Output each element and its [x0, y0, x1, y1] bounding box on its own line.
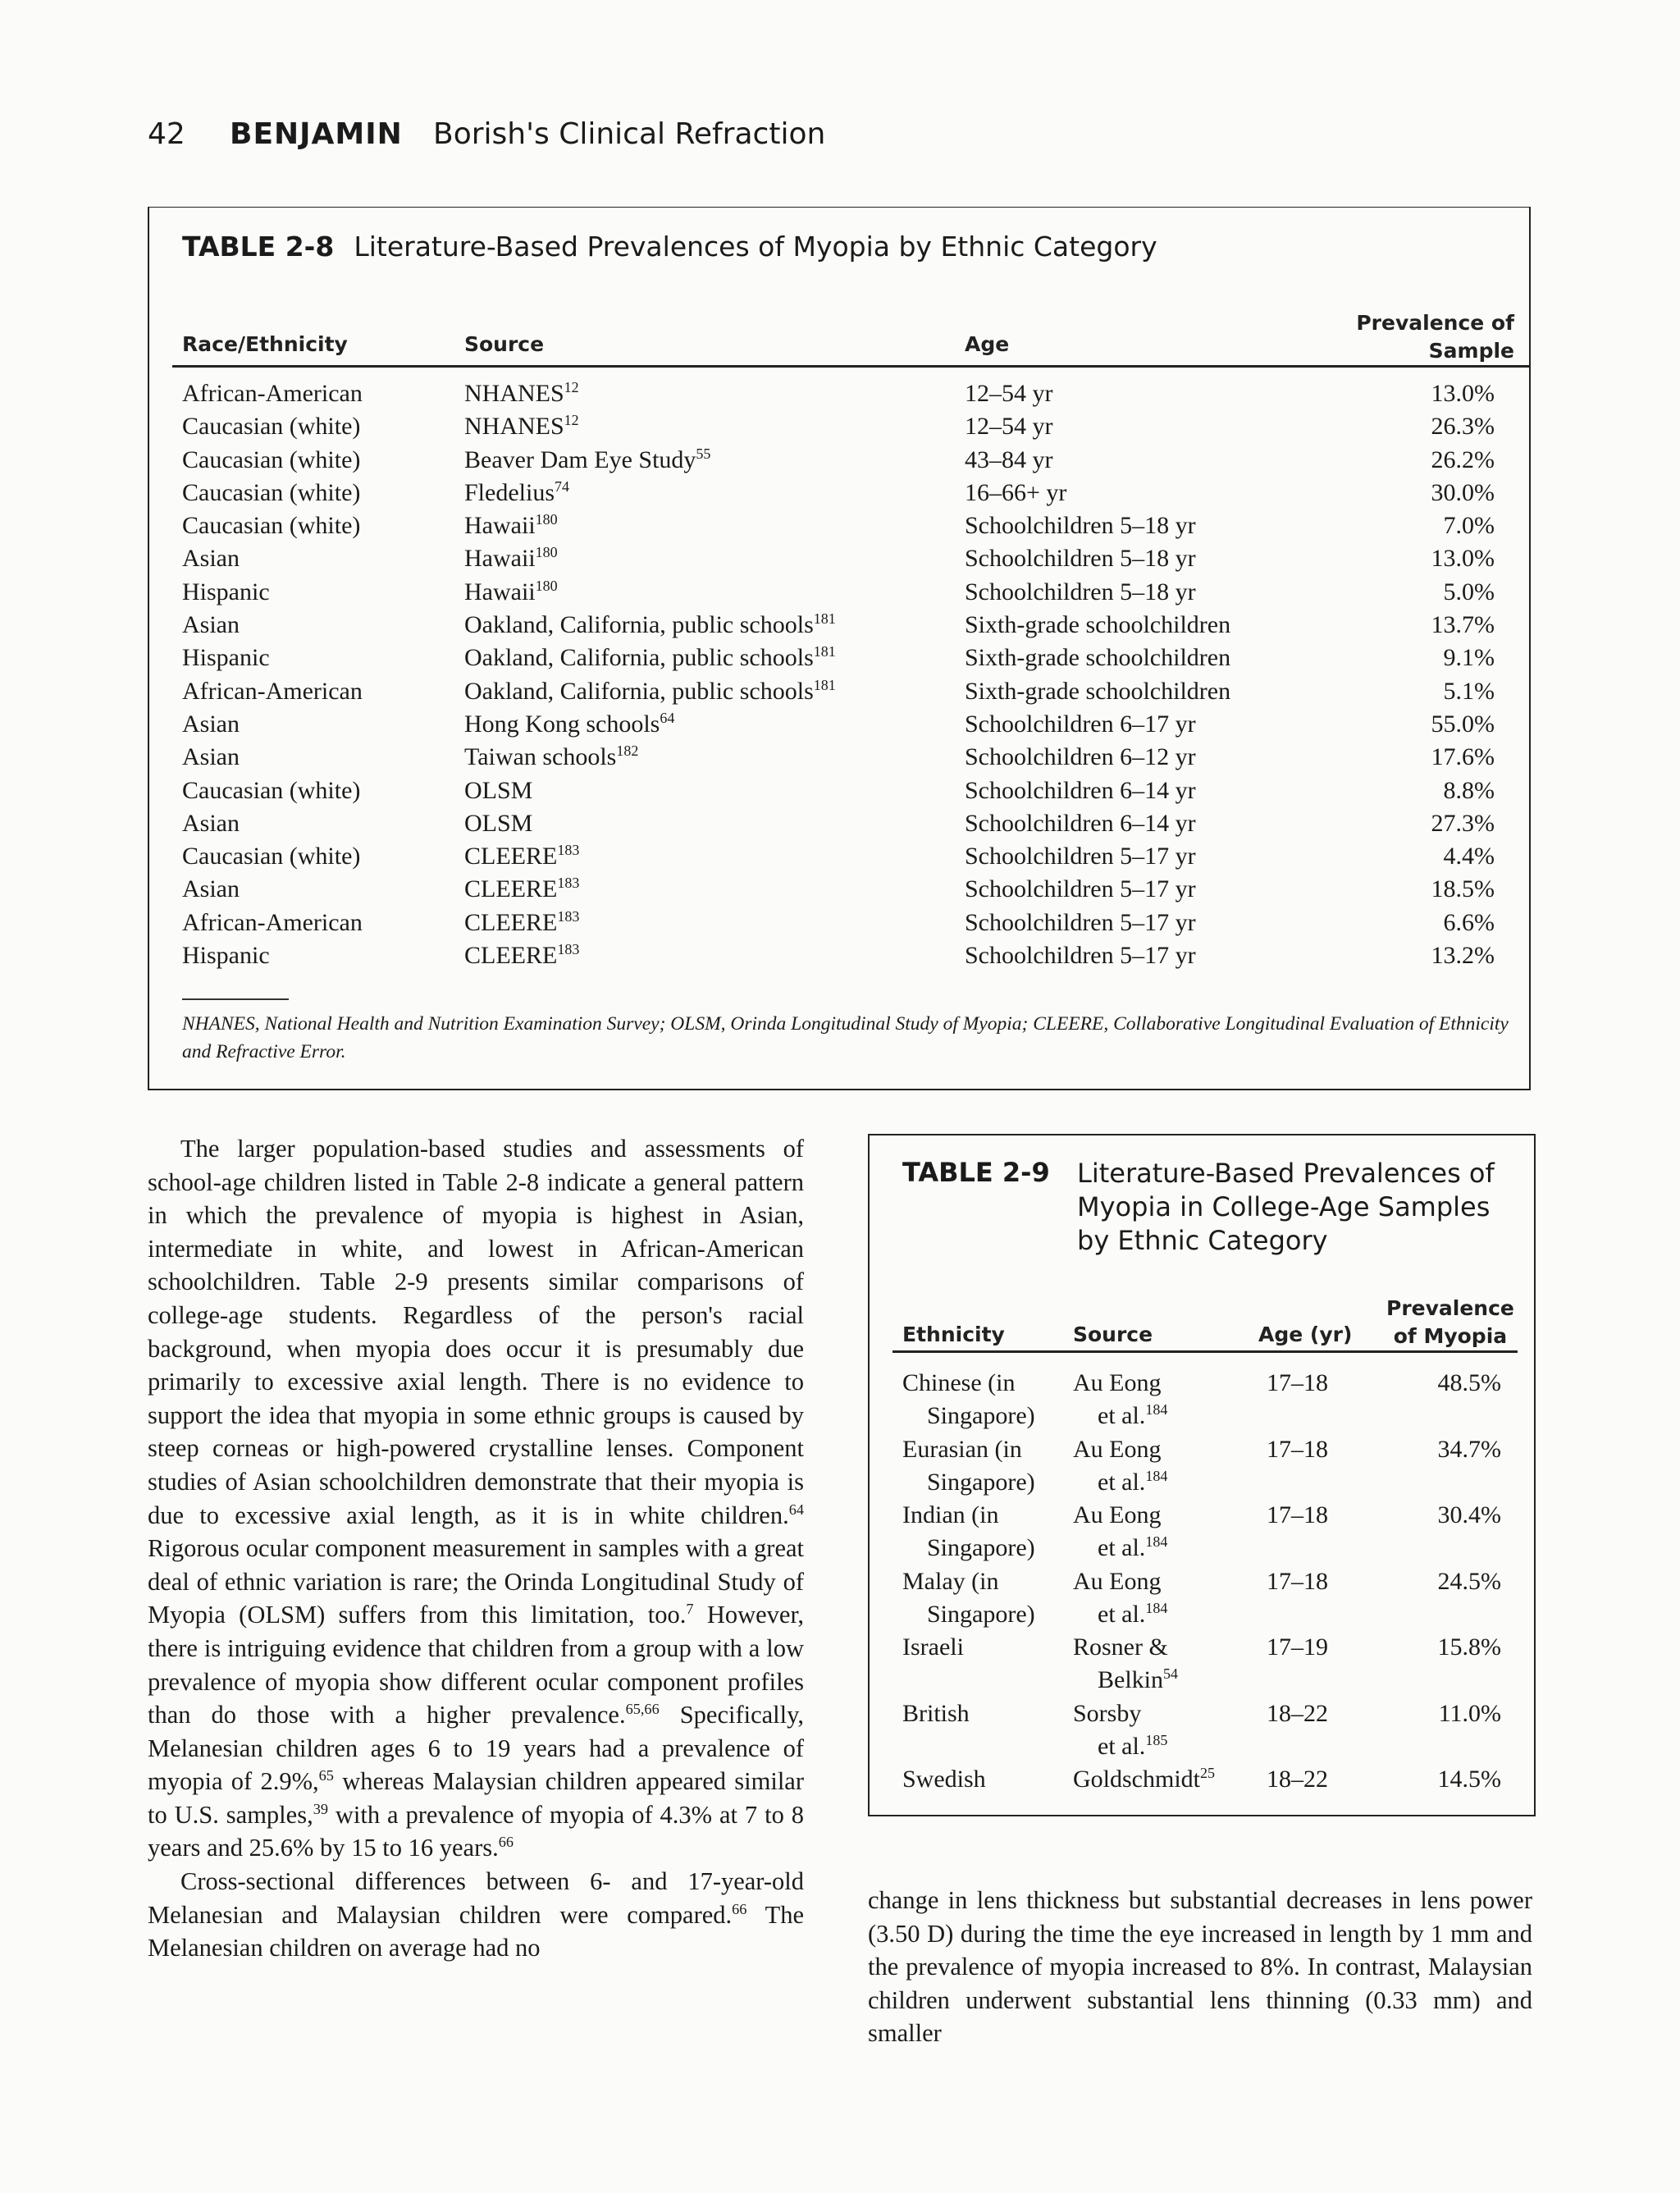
table-row	[182, 843, 1511, 875]
cell-age: 17–18	[1267, 1435, 1328, 1463]
table-row	[182, 578, 1511, 611]
cell-prevalence: 4.4%	[1443, 843, 1495, 870]
cell-source: Au Eong et al.$^{184}$	[1073, 1435, 1168, 1496]
table-row	[182, 545, 1511, 578]
cell-source: Goldschmidt$^{25}$	[1073, 1765, 1215, 1793]
cell-prevalence: 5.0%	[1443, 578, 1495, 605]
table-row	[902, 1697, 1518, 1764]
cell-source: NHANES$^{12}$	[464, 412, 579, 441]
cell-prevalence: 26.2%	[1431, 445, 1495, 473]
cell-source: Au Eong et al.$^{184}$	[1073, 1501, 1168, 1561]
header-prevalence	[1356, 309, 1514, 365]
table-2-9-header-rule	[892, 1350, 1518, 1353]
cell-prevalence: 8.8%	[1443, 776, 1495, 804]
cell-source: NHANES$^{12}$	[464, 379, 579, 407]
table-row	[182, 678, 1511, 710]
table-2-9-label: TABLE 2-9	[902, 1157, 1050, 1188]
cell-source: Fledelius$^{74}$	[464, 477, 569, 506]
cell-race: African-American	[182, 677, 363, 705]
cell-age: Sixth-grade schoolchildren	[965, 644, 1231, 672]
cell-source: Rosner & Belkin$^{54}$	[1073, 1633, 1178, 1693]
cell-age: Schoolchildren 6–12 yr	[965, 743, 1196, 771]
cell-source: Oakland, California, public schools$^{181}$	[464, 676, 836, 705]
body-left-column	[148, 1132, 804, 1965]
cell-prevalence: 6.6%	[1443, 908, 1495, 936]
table-2-8-caption: Literature-Based Prevalences of Myopia by Ethnic Category	[354, 231, 1157, 263]
cell-prevalence: 17.6%	[1431, 743, 1495, 771]
cell-age: Schoolchildren 5–18 yr	[965, 578, 1196, 605]
cell-race: Hispanic	[182, 942, 270, 970]
cell-race: African-American	[182, 908, 363, 936]
table-row	[902, 1499, 1518, 1565]
cell-source: Hawaii$^{180}$	[464, 577, 558, 605]
table-2-8-title	[182, 231, 1157, 263]
table-row	[182, 942, 1511, 975]
cell-prevalence: 11.0%	[1438, 1699, 1501, 1727]
header-prevalence-line1: Prevalence	[1386, 1296, 1514, 1320]
cell-race: Asian	[182, 545, 240, 573]
header-source: Source	[464, 332, 545, 356]
cell-race: African-American	[182, 380, 363, 407]
table-row	[902, 1367, 1518, 1433]
cell-source: Oakland, California, public schools$^{181}$	[464, 610, 836, 639]
cell-age: Schoolchildren 5–18 yr	[965, 545, 1196, 573]
cell-prevalence: 18.5%	[1431, 875, 1495, 903]
table-2-8-header-rule	[172, 365, 1529, 368]
cell-race: Asian	[182, 710, 240, 738]
cell-age: Schoolchildren 5–17 yr	[965, 942, 1196, 970]
cell-race: Caucasian (white)	[182, 413, 361, 441]
table-row	[182, 512, 1511, 545]
cell-source: OLSM	[464, 809, 533, 837]
cell-prevalence: 30.0%	[1431, 478, 1495, 506]
header-prevalence	[1386, 1295, 1514, 1350]
cell-source: Au Eong et al.$^{184}$	[1073, 1567, 1168, 1628]
cell-source: Au Eong et al.$^{184}$	[1073, 1369, 1168, 1429]
cell-race: Hispanic	[182, 644, 270, 672]
header-race: Race/Ethnicity	[182, 332, 348, 356]
cell-age: Sixth-grade schoolchildren	[965, 677, 1231, 705]
cell-ethnicity: Eurasian (in Singapore)	[902, 1435, 1035, 1496]
table-row	[182, 446, 1511, 479]
table-2-8-body	[182, 380, 1511, 975]
table-2-8-label: TABLE 2-8	[182, 231, 335, 263]
cell-race: Caucasian (white)	[182, 512, 361, 540]
cell-age: 17–18	[1267, 1369, 1328, 1396]
table-row	[182, 644, 1511, 677]
paragraph: change in lens thickness but substantial decreases in lens power (3.50 D) during the time the eye increased in length by 1 mm and the prevalence of myopia increased to 8%. In contrast, Malaysian children underwent substantial lens thinning (0.33 mm) and smaller	[868, 1886, 1532, 2048]
cell-race: Caucasian (white)	[182, 445, 361, 473]
header-ethnicity: Ethnicity	[902, 1323, 1005, 1346]
header-prevalence-line2: of Myopia	[1393, 1324, 1508, 1348]
page-number: 42	[148, 117, 185, 151]
table-2-8	[148, 207, 1531, 1090]
table-2-8-footnote: NHANES, National Health and Nutrition Examination Survey; OLSM, Orinda Longitudinal Study of Myopia; CLEERE, Collaborative Longitudinal Evaluation of Ethnicity and Refractive Error.	[182, 1013, 1509, 1062]
cell-age: 18–22	[1267, 1766, 1328, 1793]
cell-prevalence: 48.5%	[1437, 1369, 1501, 1396]
table-2-9-caption: Literature-Based Prevalences of Myopia in College-Age Samples by Ethnic Category	[1077, 1158, 1495, 1256]
cell-ethnicity: Indian (in Singapore)	[902, 1501, 1035, 1561]
header-age: Age (yr)	[1258, 1323, 1353, 1346]
cell-prevalence: 55.0%	[1431, 710, 1495, 738]
cell-age: 17–18	[1267, 1501, 1328, 1528]
cell-source: Hawaii$^{180}$	[464, 544, 558, 573]
cell-age: Schoolchildren 6–14 yr	[965, 809, 1196, 837]
cell-ethnicity: Malay (in Singapore)	[902, 1567, 1035, 1628]
cell-age: 43–84 yr	[965, 445, 1053, 473]
header-prevalence-line1: Prevalence of	[1356, 311, 1514, 335]
running-head	[148, 117, 825, 151]
cell-age: 16–66+ yr	[965, 478, 1067, 506]
cell-source: Oakland, California, public schools$^{181}$	[464, 643, 836, 672]
paragraph: Cross-sectional differences between 6- and 17-year-old Melanesian and Malaysian children were compared.$^{66}$ The Melanesian children on average had no	[148, 1867, 804, 1962]
cell-race: Caucasian (white)	[182, 478, 361, 506]
cell-age: 17–18	[1267, 1567, 1328, 1595]
cell-ethnicity: Israeli	[902, 1633, 964, 1661]
header-prevalence-line2: Sample	[1428, 339, 1514, 363]
cell-source: CLEERE$^{183}$	[464, 875, 580, 903]
cell-source: Hong Kong schools$^{64}$	[464, 709, 675, 738]
cell-ethnicity: Chinese (in Singapore)	[902, 1369, 1035, 1429]
cell-race: Asian	[182, 611, 240, 639]
cell-prevalence: 34.7%	[1437, 1435, 1501, 1463]
header-age: Age	[965, 332, 1010, 356]
running-head-book-title: Borish's Clinical Refraction	[433, 117, 826, 151]
running-head-author: BENJAMIN	[230, 117, 403, 151]
cell-prevalence: 30.4%	[1437, 1501, 1501, 1528]
cell-source: Beaver Dam Eye Study$^{55}$	[464, 445, 711, 473]
cell-source: Taiwan schools$^{182}$	[464, 742, 639, 771]
table-row	[182, 810, 1511, 843]
table-row	[182, 380, 1511, 413]
cell-source: Hawaii$^{180}$	[464, 511, 558, 540]
cell-prevalence: 13.7%	[1431, 611, 1495, 639]
header-source: Source	[1073, 1323, 1153, 1346]
cell-prevalence: 13.0%	[1431, 380, 1495, 407]
cell-race: Asian	[182, 875, 240, 903]
table-row	[182, 777, 1511, 810]
footnote-rule	[182, 998, 289, 1000]
cell-ethnicity: Swedish	[902, 1766, 986, 1793]
cell-prevalence: 14.5%	[1437, 1766, 1501, 1793]
cell-age: 12–54 yr	[965, 413, 1053, 441]
table-row	[182, 743, 1511, 776]
body-right-column	[868, 1884, 1532, 2050]
cell-prevalence: 15.8%	[1437, 1633, 1501, 1661]
cell-source: Sorsby et al.$^{185}$	[1073, 1699, 1168, 1760]
table-row	[902, 1631, 1518, 1697]
cell-age: Schoolchildren 6–17 yr	[965, 710, 1196, 738]
paragraph: The larger population-based studies and assessments of school-age children listed in Table 2-8 indicate a general pattern in which the prevalence of myopia is highest in Asian, intermediate in white, and lowest in African-American schoolchildren. Table 2-9 presents similar comparisons of college-age students. Regardless of the person's racial background, when myopia does occur it is presumably due primarily to excessive axial length. There is no evidence to support the idea that myopia in some ethnic groups is caused by steep corneas or high-powered crystalline lenses. Component studies of Asian schoolchildren demonstrate that their myopia is due to excessive axial length, as it is in white children.$^{64}$ Rigorous ocular component measurement in samples with a great deal of ethnic variation is rare; the Orinda Longitudinal Study of Myopia (OLSM) suffers from this limitation, too.$^7$ However, there is intriguing evidence that children from a group with a low prevalence of myopia show different ocular component profiles than do those with a higher prevalence.$^{65,66}$ Specifically, Melanesian children ages 6 to 19 years had a prevalence of myopia of 2.9%,$^{65}$ whereas Malaysian children appeared similar to U.S. samples,$^{39}$ with a prevalence of myopia of 4.3% at 7 to 8 years and 25.6% by 15 to 16 years.$^{66}$	[148, 1135, 805, 1862]
cell-source: CLEERE$^{183}$	[464, 907, 580, 936]
cell-prevalence: 26.3%	[1431, 413, 1495, 441]
table-row	[182, 479, 1511, 512]
cell-prevalence: 13.2%	[1431, 942, 1495, 970]
table-row	[182, 413, 1511, 445]
cell-age: 18–22	[1267, 1699, 1328, 1727]
cell-age: Schoolchildren 6–14 yr	[965, 776, 1196, 804]
table-row	[182, 710, 1511, 743]
cell-race: Caucasian (white)	[182, 776, 361, 804]
cell-age: Sixth-grade schoolchildren	[965, 611, 1231, 639]
cell-prevalence: 7.0%	[1443, 512, 1495, 540]
cell-source: CLEERE$^{183}$	[464, 842, 580, 870]
cell-race: Asian	[182, 809, 240, 837]
cell-age: 12–54 yr	[965, 380, 1053, 407]
cell-source: OLSM	[464, 776, 533, 804]
cell-prevalence: 27.3%	[1431, 809, 1495, 837]
cell-age: Schoolchildren 5–18 yr	[965, 512, 1196, 540]
cell-age: Schoolchildren 5–17 yr	[965, 875, 1196, 903]
cell-prevalence: 24.5%	[1437, 1567, 1501, 1595]
cell-age: Schoolchildren 5–17 yr	[965, 843, 1196, 870]
cell-race: Caucasian (white)	[182, 843, 361, 870]
table-2-9-body	[902, 1367, 1518, 1830]
cell-ethnicity: British	[902, 1699, 970, 1727]
table-2-9	[868, 1134, 1536, 1816]
table-row	[902, 1565, 1518, 1632]
cell-race: Hispanic	[182, 578, 270, 605]
table-row	[182, 611, 1511, 644]
table-row	[182, 909, 1511, 942]
table-row	[902, 1433, 1518, 1500]
cell-age: 17–19	[1267, 1633, 1328, 1661]
table-row	[182, 875, 1511, 908]
cell-prevalence: 13.0%	[1431, 545, 1495, 573]
cell-source: CLEERE$^{183}$	[464, 941, 580, 970]
cell-age: Schoolchildren 5–17 yr	[965, 908, 1196, 936]
table-row	[902, 1763, 1518, 1830]
cell-prevalence: 5.1%	[1443, 677, 1495, 705]
cell-race: Asian	[182, 743, 240, 771]
cell-prevalence: 9.1%	[1443, 644, 1495, 672]
